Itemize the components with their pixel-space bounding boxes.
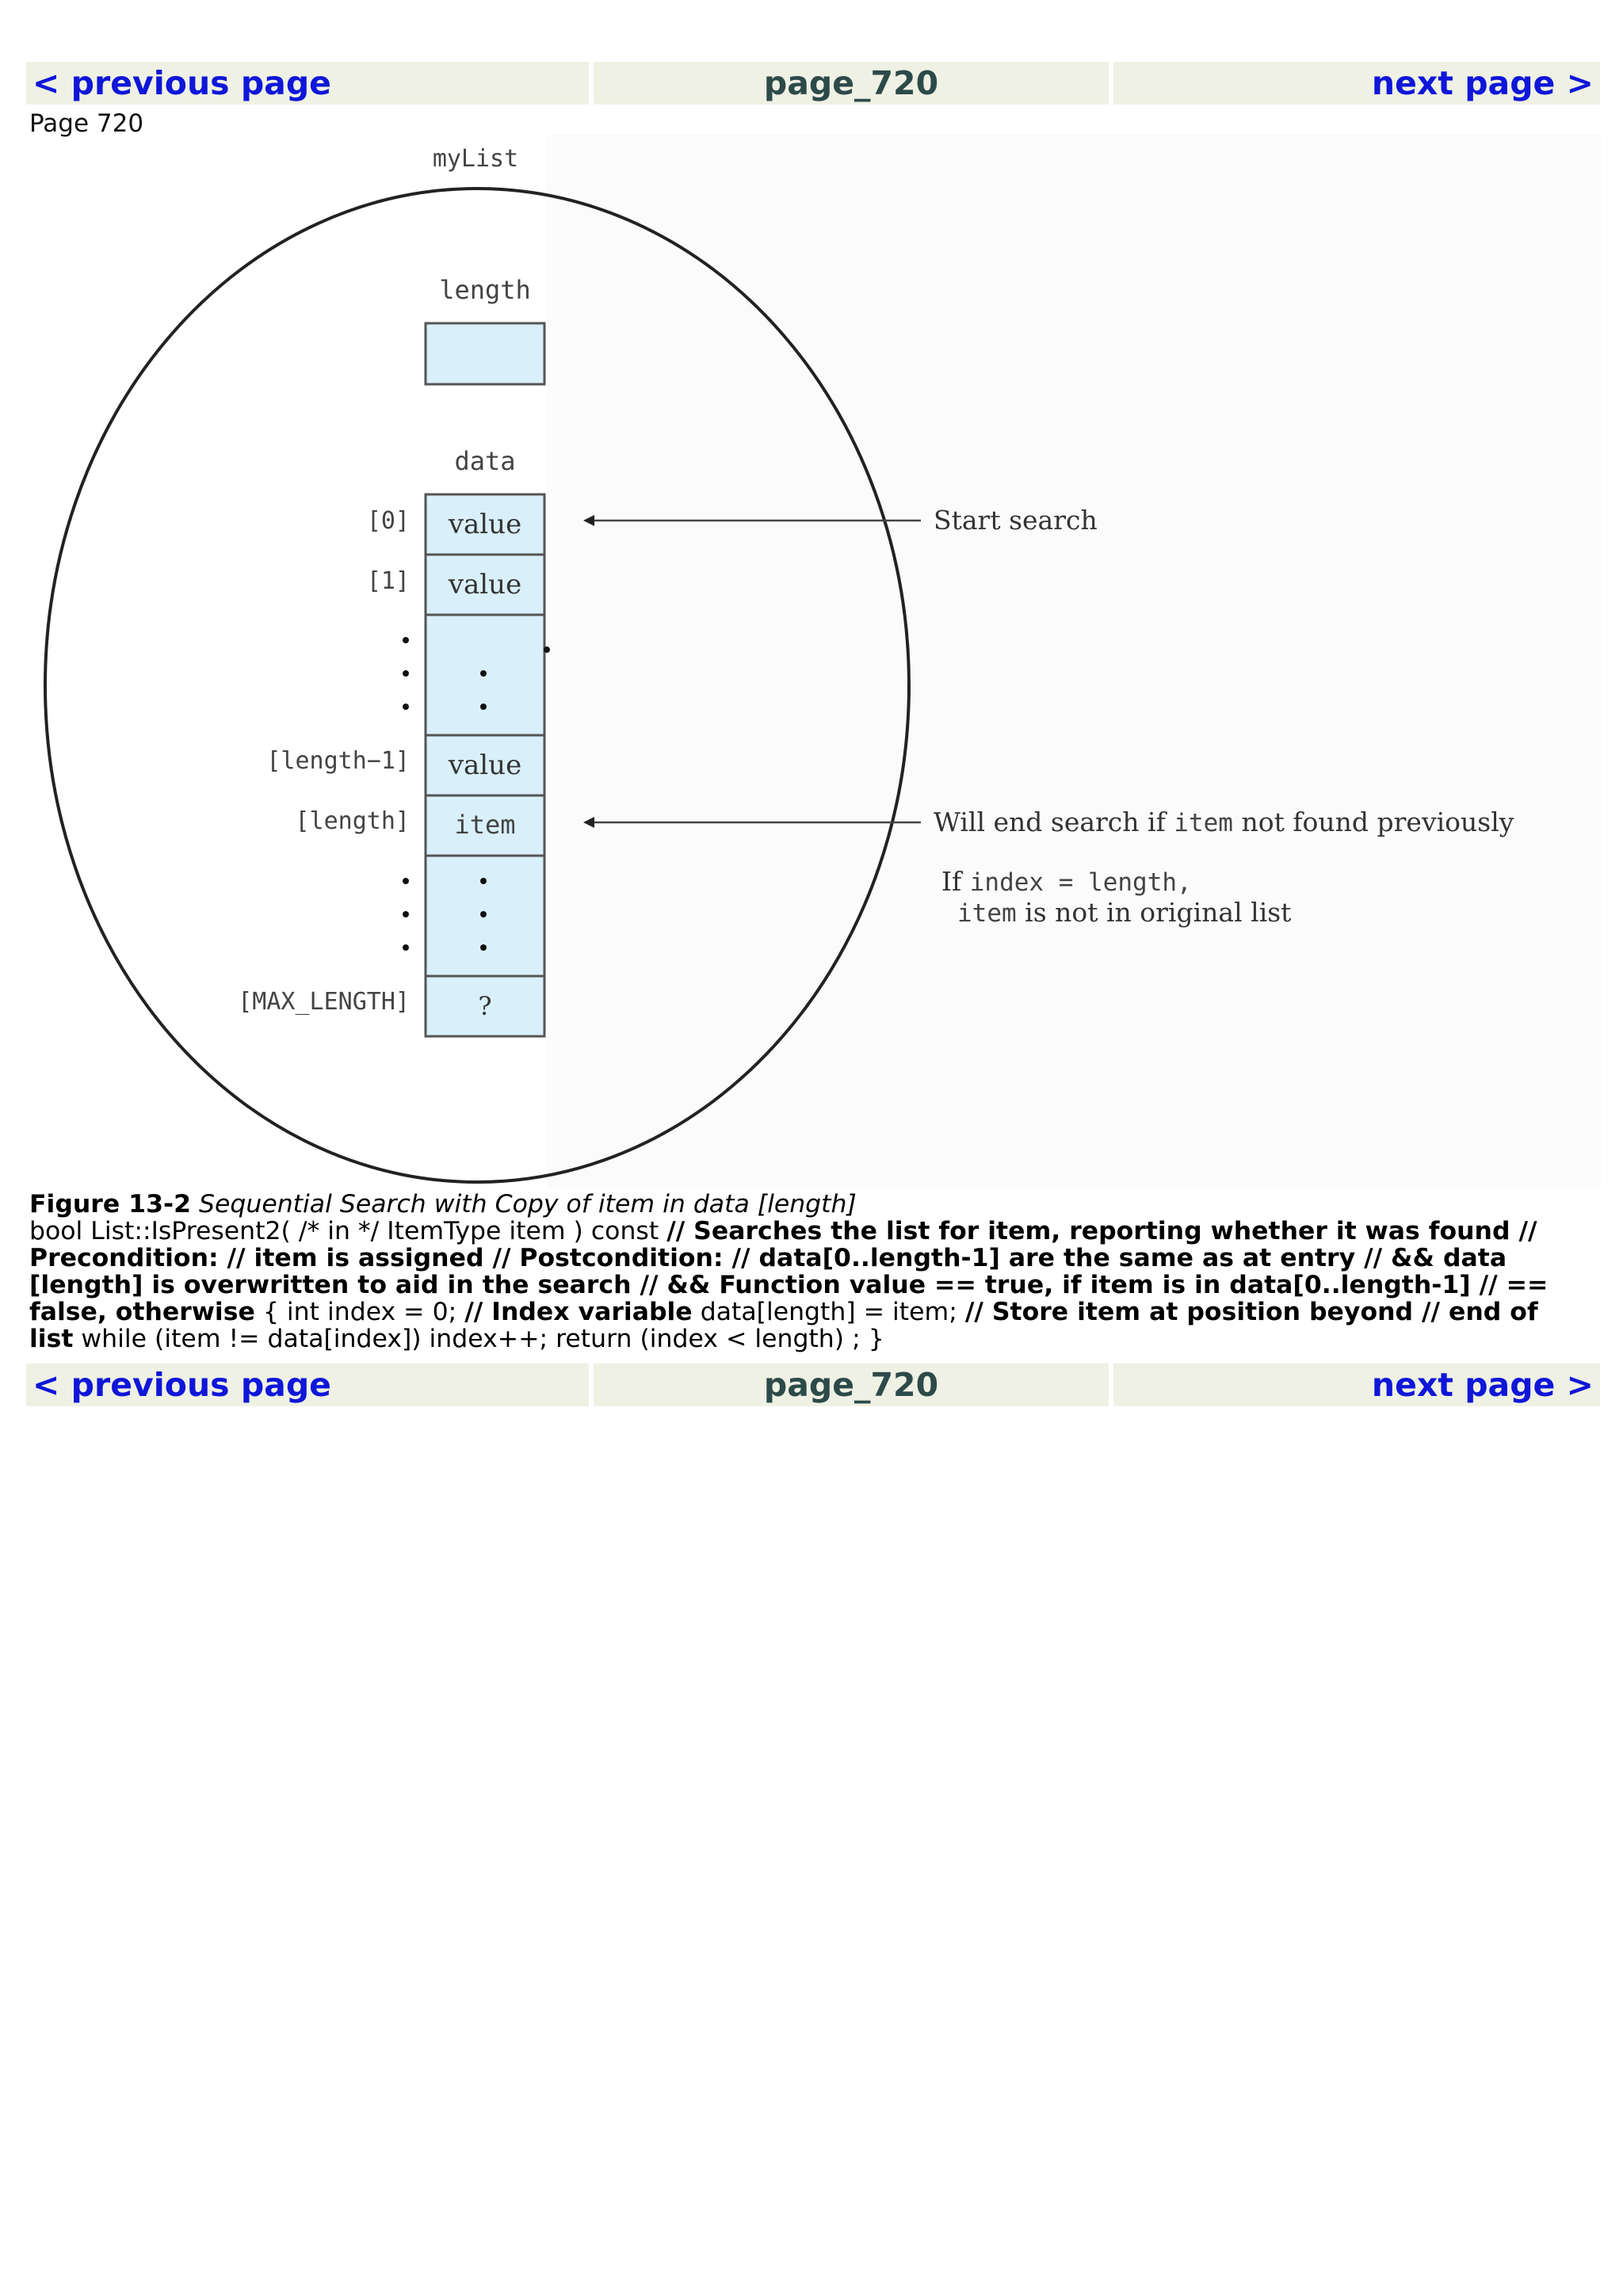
cell-length-value: item	[454, 810, 516, 840]
not-in-list-annotation: item is not in original list	[957, 897, 1292, 928]
index-length-minus-1-label: [length−1]	[266, 747, 410, 775]
code-part: data[length] = item;	[692, 1298, 965, 1326]
code-part: bool List::IsPresent2( /* in */ ItemType item ) const	[29, 1217, 667, 1245]
mylist-label: myList	[432, 145, 519, 173]
if-index-annotation: If index = length,	[941, 866, 1192, 897]
page-id-cell	[594, 62, 1109, 105]
next-cell	[1113, 1363, 1600, 1406]
code-comment: // Searches the list for item, reporting whether it was found // Precondition: // item is assigned // Postcondition: // data[0..length-1] are the same as at entry // && data [length] is overwritten to aid in the search // && Function value == true, if item is in data[0..length-1] // == false, otherwise	[29, 1217, 1549, 1326]
figure-caption	[29, 1191, 1583, 1352]
next-page-link[interactable]: next page >	[1371, 64, 1594, 102]
prev-cell	[26, 1363, 589, 1406]
previous-page-link[interactable]: < previous page	[32, 1366, 331, 1404]
code-text	[29, 1217, 1548, 1353]
top-navigation	[26, 62, 1600, 105]
index-0-label: [0]	[366, 507, 410, 535]
code-comment: // Store item at position beyond // end of list	[29, 1298, 1538, 1353]
next-page-link[interactable]: next page >	[1371, 1366, 1594, 1404]
next-cell	[1113, 62, 1600, 105]
length-box	[426, 323, 544, 384]
ellipsis-dots-left-1	[403, 637, 409, 710]
cell-length-minus-1-value: value	[448, 749, 522, 781]
figure-title: Sequential Search with Copy of item in data [length]	[199, 1190, 857, 1219]
code-part: while (item != data[index]) index++; return (index < length) ; }	[73, 1325, 884, 1353]
start-search-annotation: Start search	[934, 505, 1098, 536]
page-id-cell	[594, 1363, 1109, 1406]
index-1-label: [1]	[366, 567, 410, 595]
figure-background	[547, 135, 1601, 1188]
cell-1-value: value	[448, 569, 522, 601]
page-label: Page 720	[29, 109, 144, 138]
figure-diagram	[0, 135, 1623, 1188]
data-label: data	[454, 446, 516, 476]
prev-cell	[26, 62, 589, 105]
index-length-label: [length]	[295, 807, 410, 835]
bottom-navigation	[26, 1363, 1600, 1406]
page-id: page_720	[763, 1366, 939, 1404]
end-search-annotation: Will end search if item not found previously	[934, 807, 1514, 837]
figure-number: Figure 13-2	[29, 1190, 191, 1219]
cell-0-value: value	[448, 509, 522, 540]
code-comment: // Index variable	[464, 1298, 693, 1326]
ellipsis-dots-left-2	[403, 878, 409, 951]
code-part: { int index = 0;	[254, 1298, 465, 1326]
page-id: page_720	[763, 64, 939, 102]
length-label: length	[439, 275, 531, 305]
cell-max-length-value: ?	[478, 991, 492, 1021]
index-max-length-label: [MAX_LENGTH]	[238, 988, 410, 1016]
previous-page-link[interactable]: < previous page	[32, 64, 331, 102]
